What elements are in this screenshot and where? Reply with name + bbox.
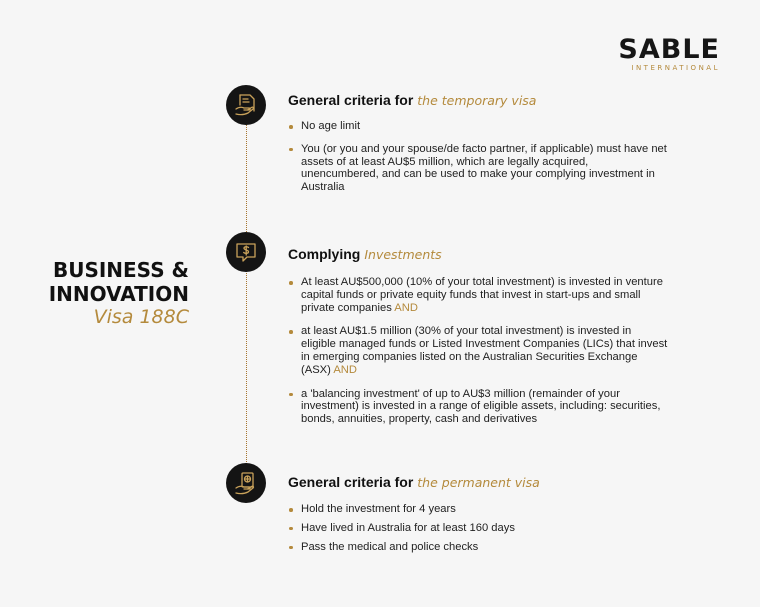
logo-wordmark: SABLE	[618, 34, 720, 65]
title-visa-subclass: Visa 188C	[93, 306, 189, 328]
heading-accent: Investments	[364, 247, 442, 262]
criteria-list	[288, 120, 668, 194]
section-heading	[288, 245, 668, 264]
timeline-connector	[246, 106, 247, 490]
list-item: Have lived in Australia for at least 160 days	[288, 522, 668, 535]
heading-text: Complying	[288, 246, 361, 262]
heading-text: General criteria for	[288, 474, 414, 490]
document-hand-icon	[226, 85, 266, 125]
section-complying-investments	[288, 245, 668, 426]
list-item: Pass the medical and police checks	[288, 541, 668, 554]
sable-logo	[618, 36, 720, 73]
money-speech-icon	[226, 232, 266, 272]
heading-accent: the temporary visa	[417, 93, 537, 108]
and-connector: AND	[394, 301, 418, 314]
heading-text: General criteria for	[288, 92, 414, 108]
and-connector: AND	[333, 363, 357, 376]
list-item: No age limit	[288, 120, 668, 133]
investment-list	[288, 276, 668, 426]
list-item: You (or you and your spouse/de facto partner, if applicable) must have net assets of at least AU$5 million, which are legally acquired, unencumbered, and can be used to make your complying investment in Australia	[288, 143, 668, 194]
heading-accent: the permanent visa	[417, 475, 540, 490]
list-item: Hold the investment for 4 years	[288, 503, 668, 516]
logo-subtitle: INTERNATIONAL	[631, 64, 720, 72]
section-permanent-visa	[288, 473, 668, 553]
title-line-2: INNOVATION	[48, 282, 189, 306]
title-line-1: BUSINESS &	[52, 258, 189, 282]
list-item: a 'balancing investment' of up to AU$3 million (remainder of your investment) is invested in a range of eligible assets, including: securities, bonds, annuities, property, cash and derivatives	[288, 388, 668, 426]
passport-hand-icon	[226, 463, 266, 503]
section-temporary-visa	[288, 91, 668, 194]
visa-title	[49, 258, 189, 328]
section-heading	[288, 91, 668, 110]
list-item: At least AU$500,000 (10% of your total investment) is invested in venture capital funds or private equity funds that invest in start-ups and small private companies AND	[288, 276, 668, 314]
list-item: at least AU$1.5 million (30% of your total investment) is invested in eligible managed funds or Listed Investment Companies (LICs) that invest in emerging companies listed on the Australian Securities Exchange (ASX) AND	[288, 325, 668, 376]
section-heading	[288, 473, 668, 492]
criteria-list	[288, 503, 668, 553]
